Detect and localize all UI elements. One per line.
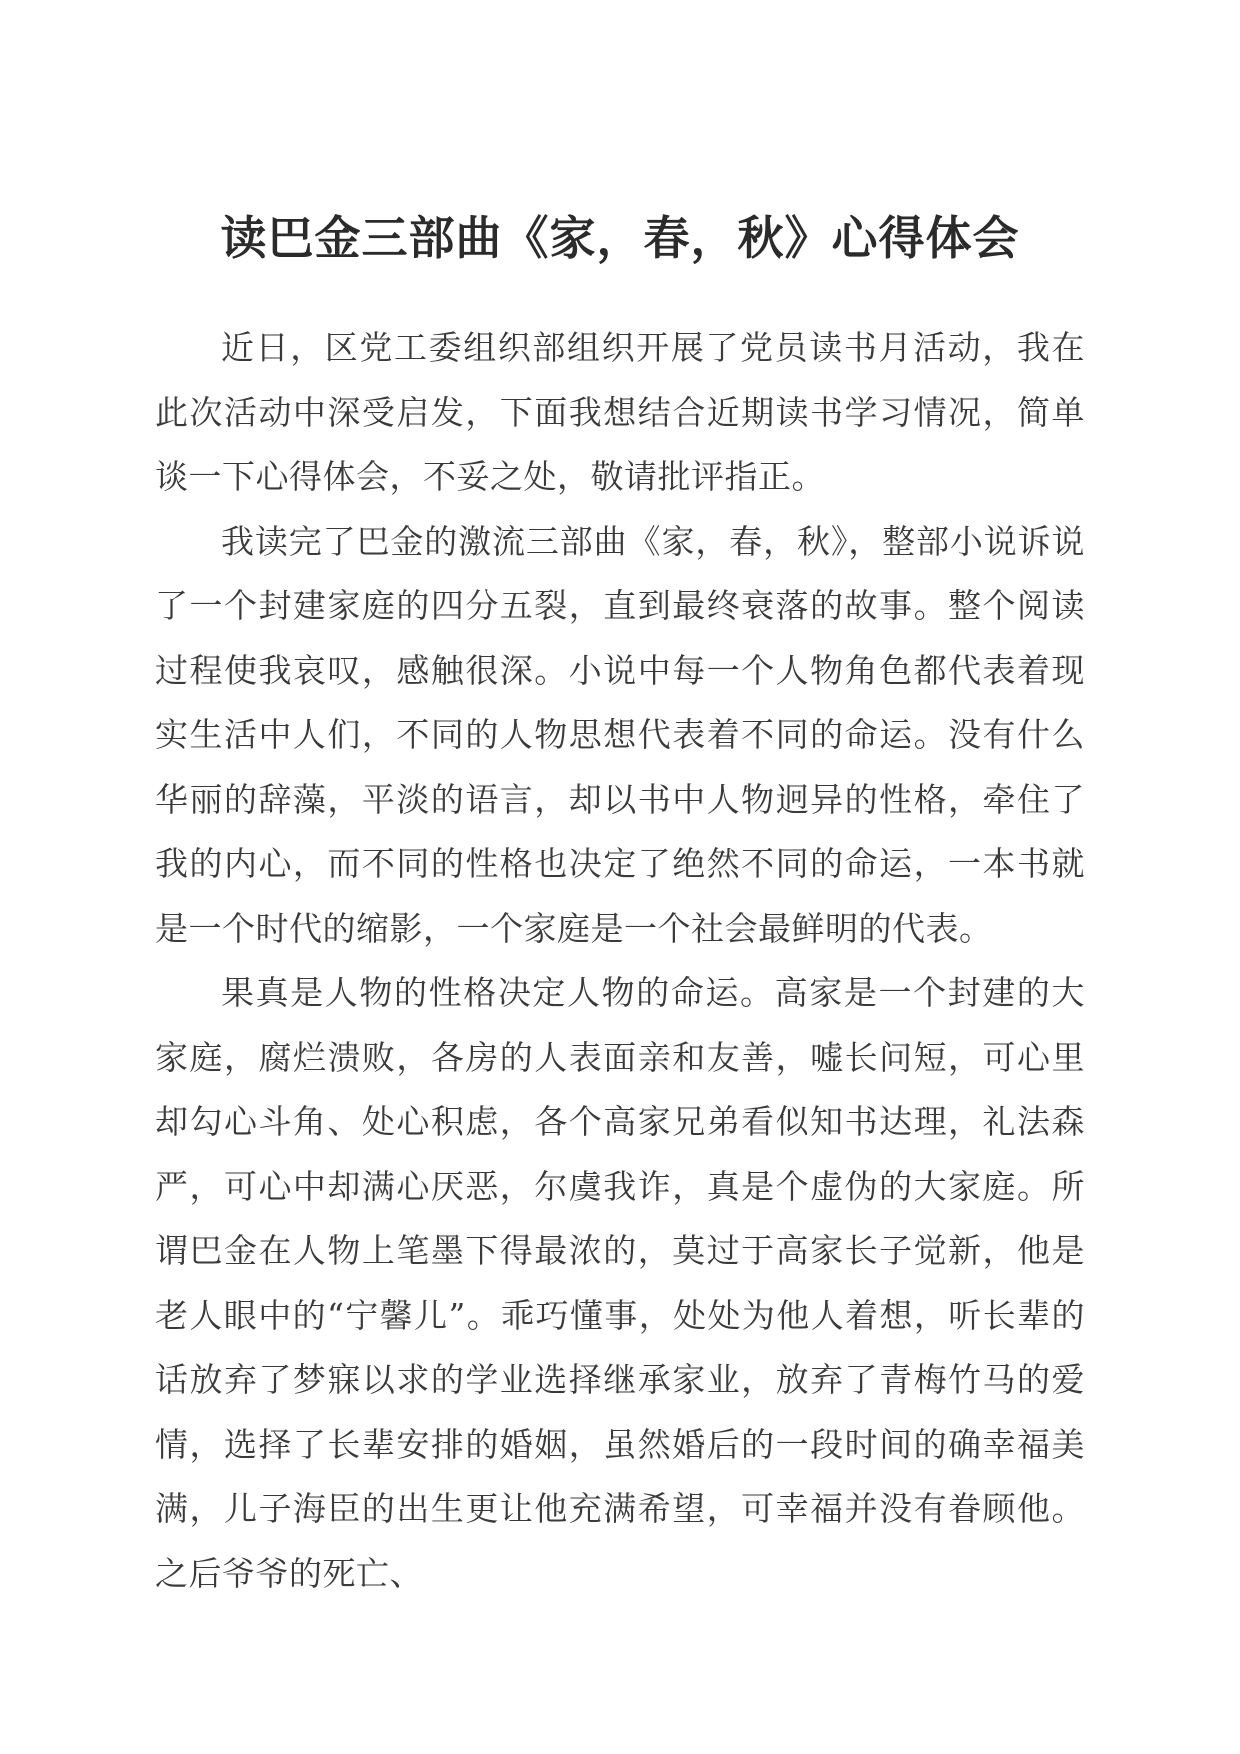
document-body <box>155 316 1085 1606</box>
paragraph-3: 果真是人物的性格决定人物的命运。高家是一个封建的大家庭，腐烂溃败，各房的人表面亲和友善，嘘长问短，可心里却勾心斗角、处心积虑，各个高家兄弟看似知书达理，礼法森严，可心中却满心厌恶，尔虞我诈，真是个虚伪的大家庭。所谓巴金在人物上笔墨下得最浓的，莫过于高家长子觉新，他是老人眼中的“宁馨儿”。乖巧懂事，处处为他人着想，听长辈的话放弃了梦寐以求的学业选择继承家业，放弃了青梅竹马的爱情，选择了长辈安排的婚姻，虽然婚后的一段时间的确幸福美满，儿子海臣的出生更让他充满希望，可幸福并没有眷顾他。之后爷爷的死亡、 <box>155 973 1085 1593</box>
paragraph-2: 我读完了巴金的激流三部曲《家，春，秋》，整部小说诉说了一个封建家庭的四分五裂，直到最终衰落的故事。整个阅读过程使我哀叹，感触很深。小说中每一个人物角色都代表着现实生活中人们，不同的人物思想代表着不同的命运。没有什么华丽的辞藻，平淡的语言，却以书中人物迥异的性格，牵住了我的内心，而不同的性格也决定了绝然不同的命运，一本书就是一个时代的缩影，一个家庭是一个社会最鲜明的代表。 <box>155 521 1085 948</box>
paragraph-1: 近日，区党工委组织部组织开展了党员读书月活动，我在此次活动中深受启发，下面我想结合近期读书学习情况，简单谈一下心得体会，不妥之处，敬请批评指正。 <box>155 328 1085 496</box>
document-title: 读巴金三部曲《家，春，秋》心得体会 <box>220 211 1020 265</box>
